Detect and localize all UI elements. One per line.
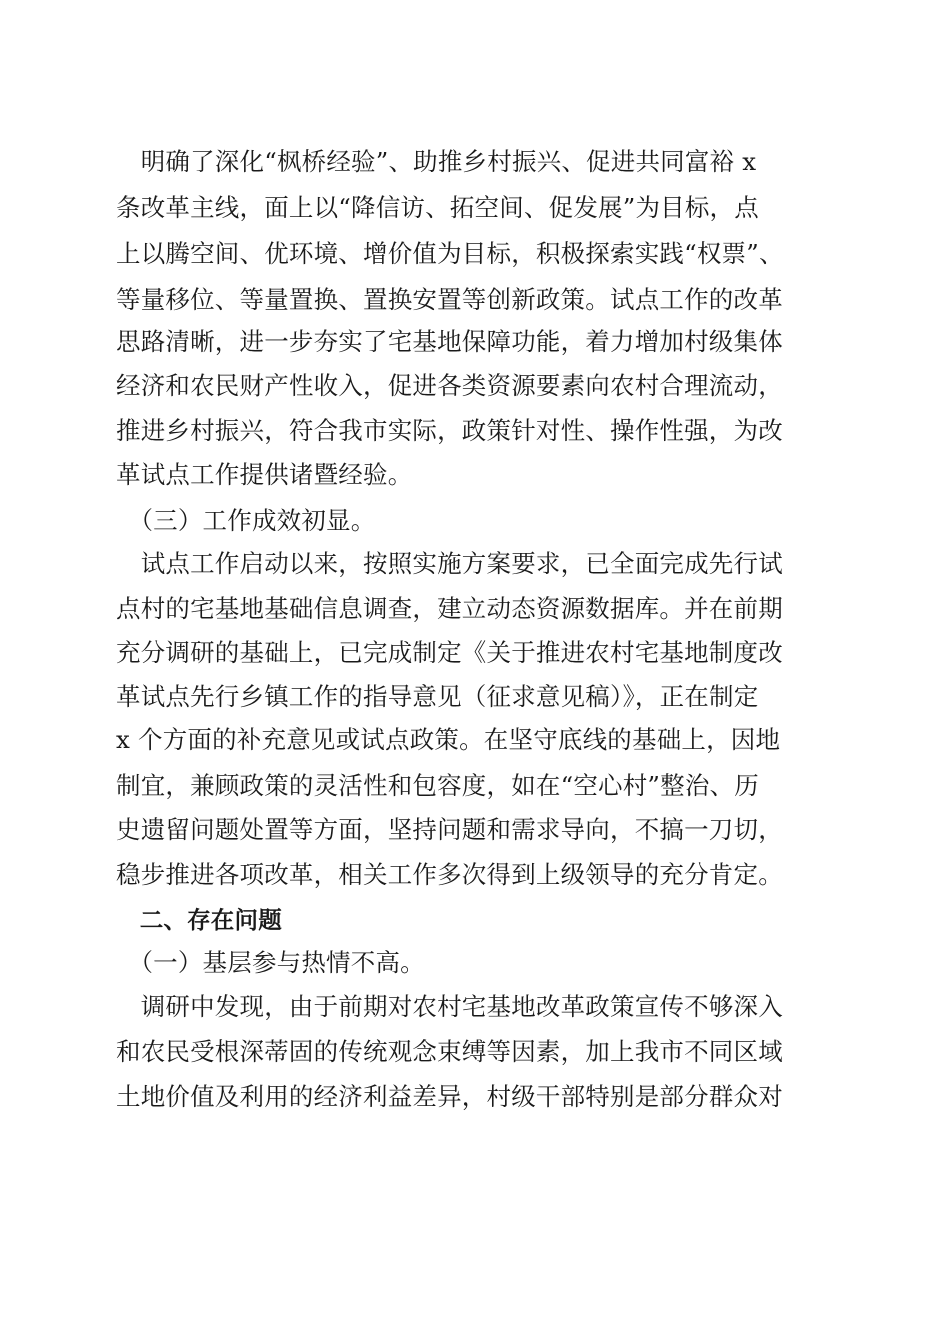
paragraph-line: 等量移位、等量置换、置换安置等创新政策。试点工作的改革 <box>116 285 783 314</box>
paragraph-line: 上以腾空间、优环境、增价值为目标，积极探索实践“权票”、 <box>116 239 784 268</box>
paragraph-line: 土地价值及利用的经济利益差异，村级干部特别是部分群众对 <box>116 1082 783 1111</box>
paragraph-line: 史遗留问题处置等方面，坚持问题和需求导向，不搞一刀切， <box>116 815 783 844</box>
paragraph-line: 点村的宅基地基础信息调查，建立动态资源数据库。并在前期 <box>116 594 783 623</box>
paragraph-line: 制宜，兼顾政策的灵活性和包容度，如在“空心村”整治、历 <box>116 771 759 800</box>
paragraph-line: x 个方面的补充意见或试点政策。在坚守底线的基础上，因地 <box>116 725 781 754</box>
paragraph-line: 明确了深化“枫桥经验”、助推乡村振兴、促进共同富裕 x <box>116 147 757 176</box>
paragraph-line: 革试点先行乡镇工作的指导意见（征求意见稿）》，正在制定 <box>116 682 759 711</box>
paragraph-line: 推进乡村振兴，符合我市实际，政策针对性、操作性强，为改 <box>116 416 783 445</box>
paragraph-line: 充分调研的基础上，已完成制定《关于推进农村宅基地制度改 <box>116 638 783 667</box>
paragraph-line: 稳步推进各项改革，相关工作多次得到上级领导的充分肯定。 <box>116 860 783 889</box>
paragraph-line: 试点工作启动以来，按照实施方案要求，已全面完成先行试 <box>116 549 783 578</box>
chapter-heading: 二、存在问题 <box>116 906 282 934</box>
paragraph-line: 思路清晰，进一步夯实了宅基地保障功能，着力增加村级集体 <box>116 327 783 356</box>
section-heading: （三）工作成效初显。 <box>116 506 376 535</box>
paragraph-line: 经济和农民财产性收入，促进各类资源要素向农村合理流动， <box>116 371 783 400</box>
paragraph-line: 调研中发现，由于前期对农村宅基地改革政策宣传不够深入 <box>116 992 783 1021</box>
paragraph-line: 条改革主线，面上以“降信访、拓空间、促发展”为目标，点 <box>116 193 759 222</box>
paragraph-line: 革试点工作提供诸暨经验。 <box>116 460 413 489</box>
section-heading: （一）基层参与热情不高。 <box>116 948 425 977</box>
paragraph-line: 和农民受根深蒂固的传统观念束缚等因素，加上我市不同区域 <box>116 1037 783 1066</box>
